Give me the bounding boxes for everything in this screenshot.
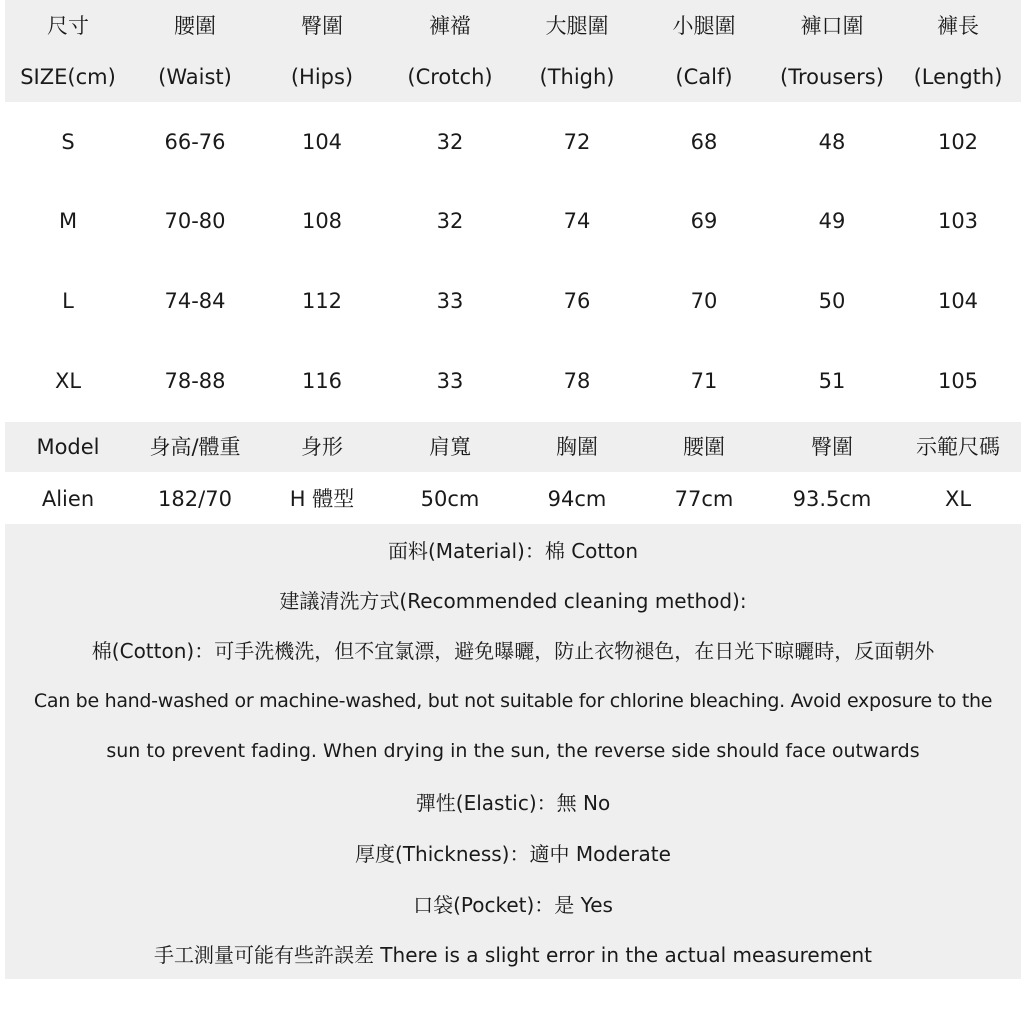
table-row (5, 201, 1021, 241)
elastic-line: 彈性(Elastic)：無 No (415, 791, 611, 815)
header-cell: (Calf) (675, 65, 733, 89)
header-cell: 示範尺碼 (916, 435, 1000, 459)
header-cell: 肩寬 (429, 435, 471, 459)
table-cell: 182/70 (158, 487, 232, 511)
table-cell: 33 (436, 369, 464, 393)
header-cell: 褲長 (937, 14, 979, 38)
header-cell: 尺寸 (47, 14, 89, 38)
header-cell: 臀圍 (301, 14, 343, 38)
table-cell: L (62, 289, 74, 313)
table-cell: 49 (818, 209, 846, 233)
header-cell: SIZE(cm) (20, 65, 116, 89)
table-cell: 70 (690, 289, 718, 313)
table-cell: M (58, 209, 78, 233)
table-row (5, 281, 1021, 321)
table-cell: 116 (301, 369, 343, 393)
table-cell: 68 (690, 130, 718, 154)
header-cell: 褲襠 (429, 14, 471, 38)
table-cell: 70-80 (164, 209, 226, 233)
header-cell: (Trousers) (780, 65, 884, 89)
table-row (5, 361, 1021, 401)
header-cell: 身形 (301, 435, 343, 459)
table-cell: 50cm (420, 487, 480, 511)
table-row (5, 122, 1021, 162)
model-header-row (5, 427, 1021, 467)
table-cell: 78-88 (164, 369, 226, 393)
table-cell: 112 (301, 289, 343, 313)
table-cell: 76 (563, 289, 591, 313)
table-cell: 105 (937, 369, 979, 393)
model-values-row (5, 479, 1021, 519)
table-cell: 104 (301, 130, 343, 154)
table-cell: 77cm (674, 487, 734, 511)
table-cell: 71 (690, 369, 718, 393)
header-cell: 大腿圍 (545, 14, 609, 38)
header-cell: (Crotch) (407, 65, 493, 89)
table-cell: 104 (937, 289, 979, 313)
header-cell: 小腿圍 (672, 14, 736, 38)
header-cell: 腰圍 (174, 14, 216, 38)
header-cell: 身高/體重 (149, 435, 241, 459)
header-cell: (Hips) (290, 65, 354, 89)
size-header-zh-row (5, 6, 1021, 46)
table-cell: 48 (818, 130, 846, 154)
table-cell: 32 (436, 130, 464, 154)
table-cell: 108 (301, 209, 343, 233)
header-cell: 胸圍 (556, 435, 598, 459)
table-cell: 32 (436, 209, 464, 233)
table-cell: 69 (690, 209, 718, 233)
table-cell: 78 (563, 369, 591, 393)
header-cell: 臀圍 (811, 435, 853, 459)
header-cell: (Length) (913, 65, 1003, 89)
table-cell: 103 (937, 209, 979, 233)
table-cell: 93.5cm (792, 487, 872, 511)
table-cell: 51 (818, 369, 846, 393)
table-cell: 66-76 (164, 130, 226, 154)
table-cell: 72 (563, 130, 591, 154)
table-cell: XL (944, 487, 972, 511)
table-cell: 74-84 (164, 289, 226, 313)
table-cell: XL (54, 369, 82, 393)
table-cell: 33 (436, 289, 464, 313)
pocket-line: 口袋(Pocket)：是 Yes (413, 893, 613, 917)
cotton-care-zh-line: 棉(Cotton)：可手洗機洗，但不宜氯漂，避免曝曬，防止衣物褪色，在日光下晾曬時，反面朝外 (91, 639, 935, 663)
header-cell: Model (36, 435, 100, 459)
cotton-care-en-line-2: sun to prevent fading. When drying in the sun, the reverse side should face outwards (106, 740, 920, 762)
cleaning-title-line: 建議清洗方式(Recommended cleaning method): (279, 589, 747, 613)
header-cell: (Waist) (158, 65, 232, 89)
table-cell: H 體型 (289, 487, 355, 511)
table-cell: 50 (818, 289, 846, 313)
table-cell: 102 (937, 130, 979, 154)
table-cell: 74 (563, 209, 591, 233)
cotton-care-en-line-1: Can be hand-washed or machine-washed, but not suitable for chlorine bleaching. Avoid exposure to the (33, 690, 993, 712)
header-cell: 褲口圍 (800, 14, 864, 38)
header-cell: (Thigh) (539, 65, 615, 89)
table-cell: 94cm (547, 487, 607, 511)
measurement-disclaimer: 手工測量可能有些許誤差 There is a slight error in the actual measurement (153, 943, 873, 967)
table-cell: Alien (41, 487, 95, 511)
material-line: 面料(Material)：棉 Cotton (387, 539, 638, 563)
header-cell: 腰圍 (683, 435, 725, 459)
size-header-en-row (5, 57, 1021, 97)
table-cell: S (61, 130, 75, 154)
thickness-line: 厚度(Thickness)：適中 Moderate (355, 842, 671, 866)
